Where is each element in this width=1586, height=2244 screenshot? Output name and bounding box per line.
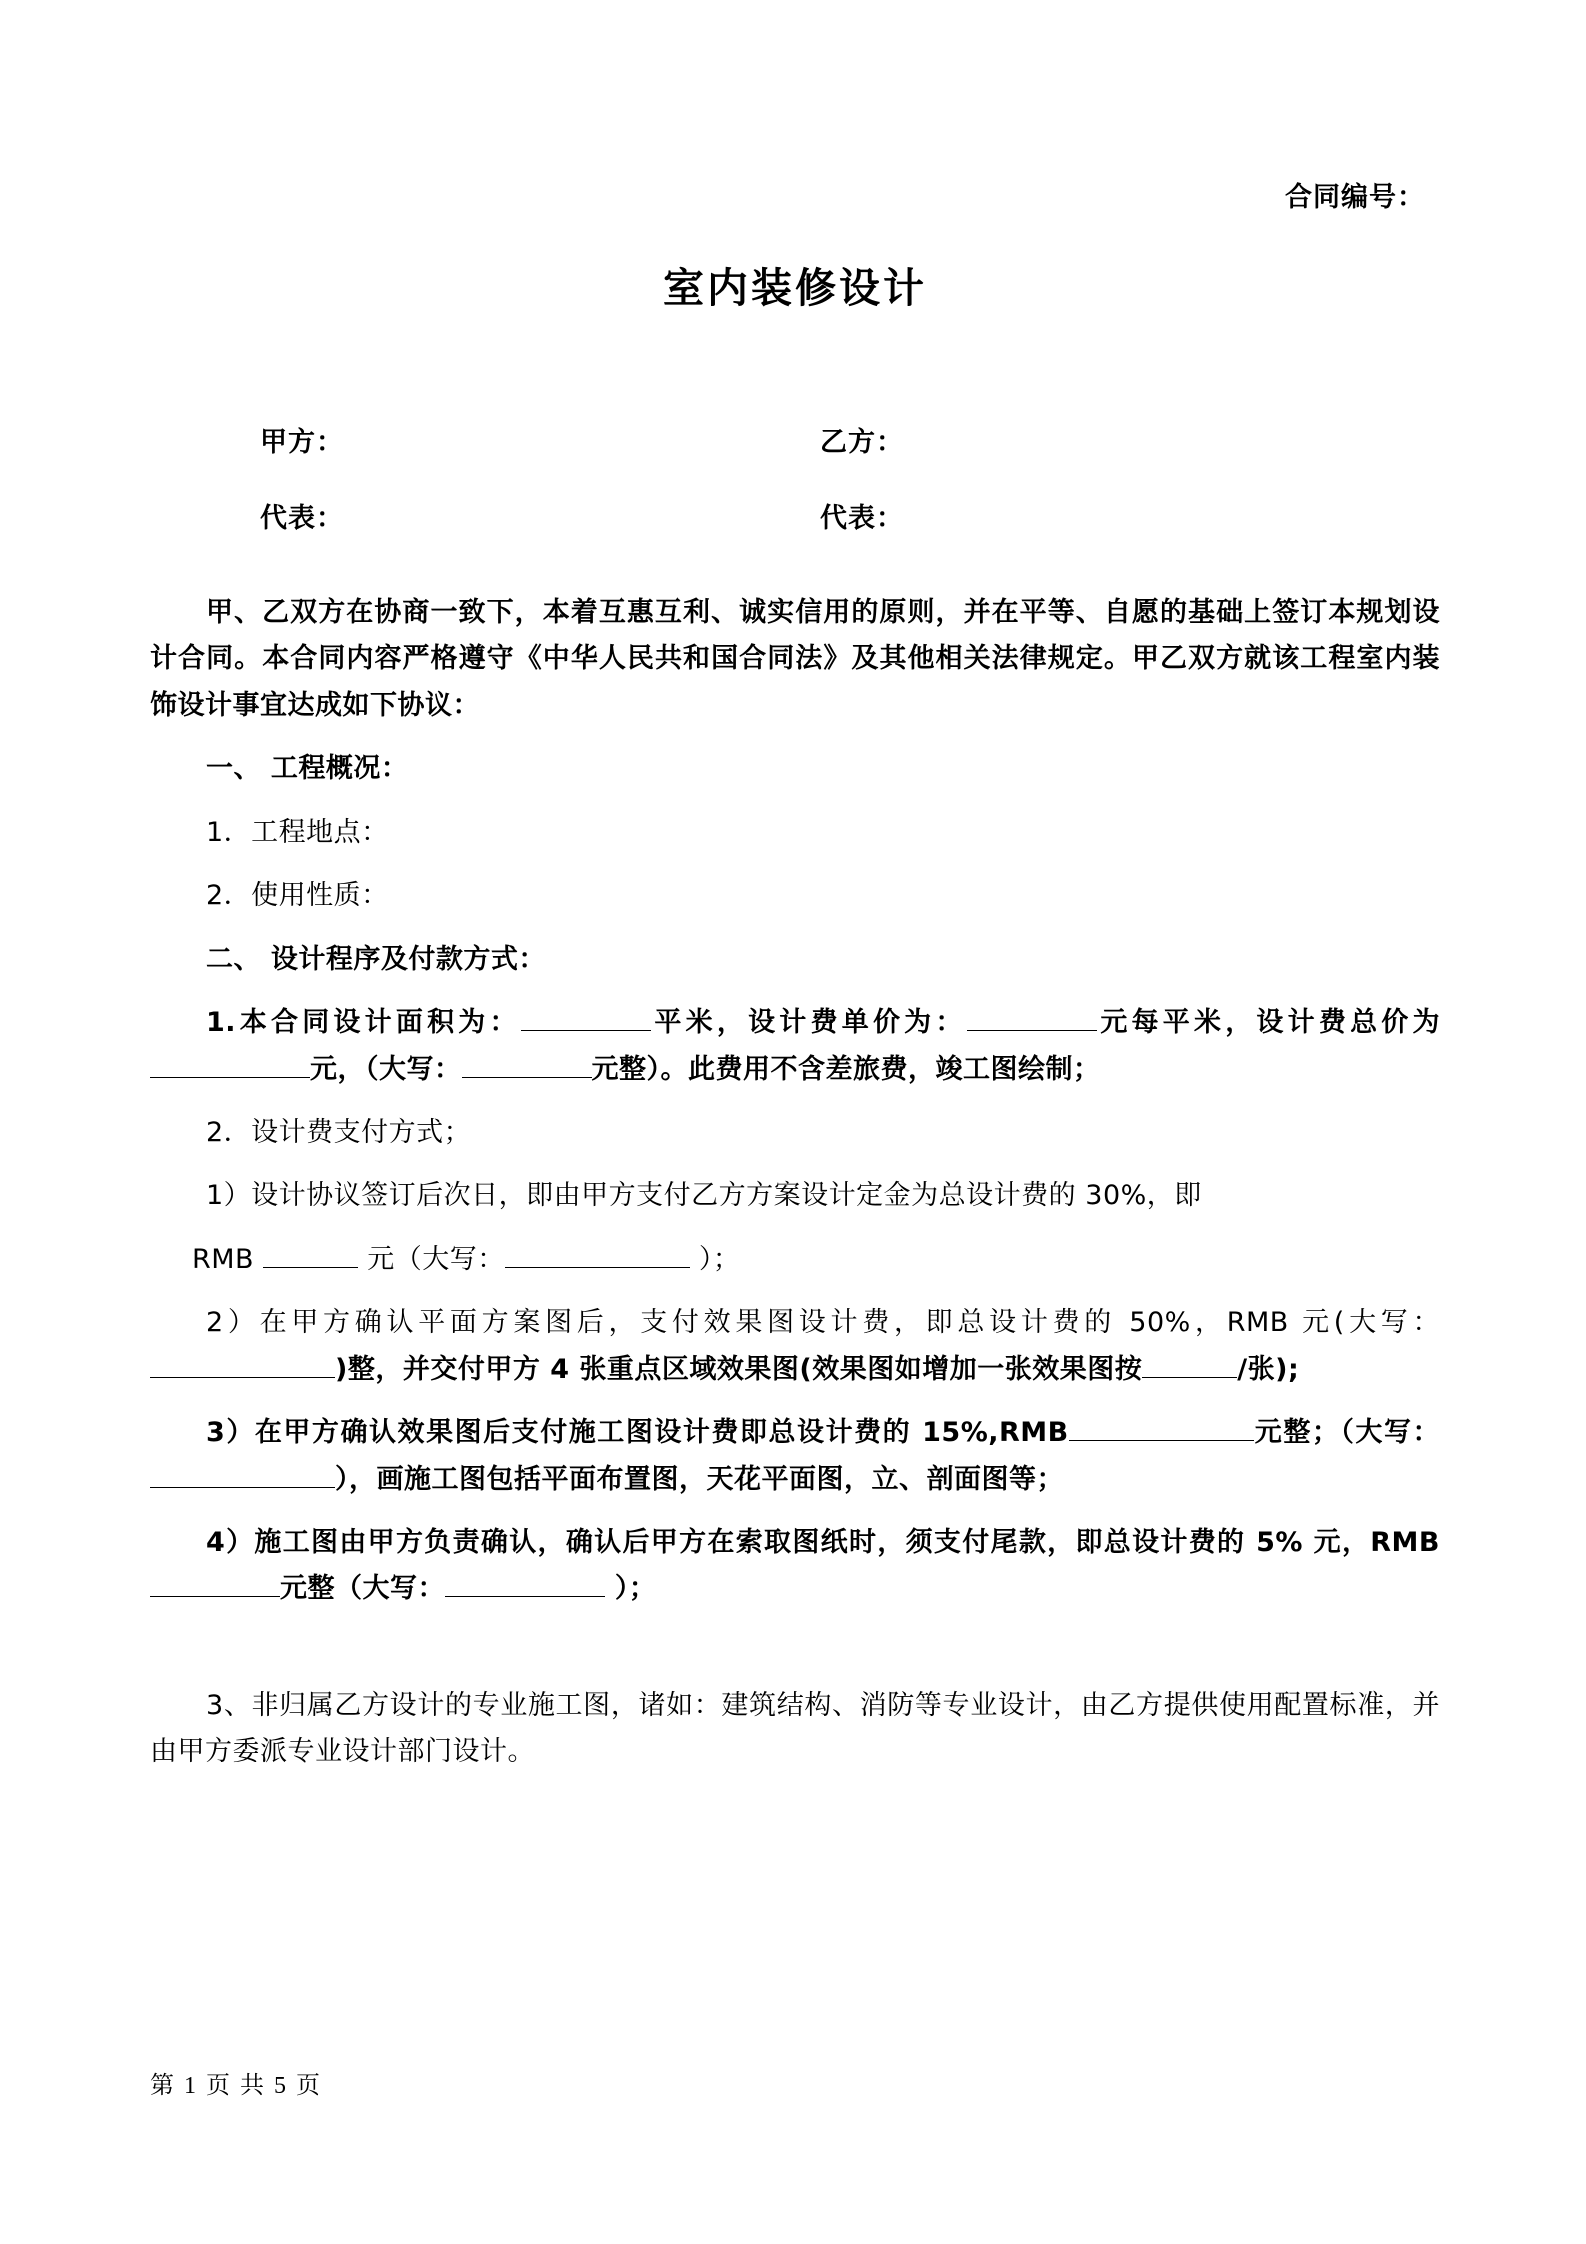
party-row [260,420,1360,459]
clause-2-2-2-part-b: )整，并交付甲方 4 张重点区域效果图(效果图如增加一张效果图按 [335,1353,1143,1385]
rmb-label: RMB [192,1243,255,1275]
clause-2-1 [150,1000,1440,1093]
blank-area [521,1030,651,1031]
section-1-item-1: 1．工程地点： [206,816,389,848]
blank-deposit-amount [263,1267,358,1268]
blank-final-payment-words [445,1596,605,1597]
blank-effect-fee-words [150,1377,335,1378]
clause-2-2-1-amount [150,1237,1440,1283]
blank-extra-effect-price [1142,1377,1237,1378]
clause-2-2-3-part-c: ），画施工图包括平面布置图，天花平面图，立、剖面图等； [335,1463,1064,1495]
clause-2-2-4 [150,1520,1440,1613]
clause-2-2-4-part-c: ）； [614,1573,657,1605]
page-title: 室内装修设计 [663,264,927,312]
party-a-rep-label: 代表： [260,503,344,534]
clause-2-2-1-amount-end: ）； [698,1243,741,1275]
blank-construction-fee-words [150,1487,335,1488]
document-body [150,590,1440,1793]
clause-2-2: 2．设计费支付方式； [206,1116,472,1148]
clause-2-2-1-amount-mid: 元（大写： [367,1243,505,1275]
blank-deposit-words [505,1267,690,1268]
clause-2-2-2 [150,1300,1440,1393]
party-b-label: 乙方： [820,427,904,458]
section-1-heading: 一、 工程概况： [206,753,409,785]
page-footer: 第 1 页 共 5 页 [150,2073,322,2099]
parties-block [260,420,1360,572]
clause-2-1-part-d: 元，（大写： [310,1053,462,1085]
blank-construction-fee [1069,1440,1254,1441]
clause-2-1-part-c: 元每平米，设计费总价为 [1096,1007,1440,1039]
party-row [260,496,1360,535]
clause-2-2-3 [150,1410,1440,1503]
clause-2-1-part-b: 平米，设计费单价为： [650,1007,967,1039]
section-2-heading: 二、 设计程序及付款方式： [206,943,546,975]
clause-2-2-4-part-b: 元整（大写： [280,1573,445,1605]
section-1-item-2: 2．使用性质： [206,880,389,912]
clause-2-2-2-part-a: 2）在甲方确认平面方案图后，支付效果图设计费，即总设计费的 50%，RMB 元(大写： [206,1307,1440,1339]
clause-2-2-3-part-b: 元整；（大写： [1253,1417,1441,1449]
contract-number-label: 合同编号： [1285,182,1425,213]
blank-total-price-words [462,1077,592,1078]
blank-unit-price [967,1030,1097,1031]
blank-total-price [150,1077,310,1078]
clause-2-2-2-part-c: /张); [1237,1353,1300,1385]
clause-2-3: 3、非归属乙方设计的专业施工图，诸如：建筑结构、消防等专业设计，由乙方提供使用配置标准，并由甲方委派专业设计部门设计。 [150,1689,1440,1768]
clause-2-1-part-a: 1.本合同设计面积为： [206,1007,521,1039]
party-a-label: 甲方： [260,427,344,458]
clause-2-1-part-e: 元整）。此费用不含差旅费，竣工图绘制； [591,1053,1101,1085]
preamble-paragraph: 甲、乙双方在协商一致下，本着互惠互利、诚实信用的原则，并在平等、自愿的基础上签订本规划设计合同。本合同内容严格遵守《中华人民共和国合同法》及其他相关法律规定。甲乙双方就该工程室内装饰设计事宜达成如下协议： [150,597,1440,721]
clause-2-2-4-part-a: 4）施工图由甲方负责确认，确认后甲方在索取图纸时，须支付尾款，即总设计费的 5% 元，RMB [206,1527,1440,1558]
blank-final-payment [150,1596,280,1597]
clause-2-2-1: 1）设计协议签订后次日，即由甲方支付乙方方案设计定金为总设计费的 30%，即 [206,1180,1202,1212]
party-b-rep-label: 代表： [820,503,904,534]
clause-2-2-3-part-a: 3）在甲方确认效果图后支付施工图设计费即总设计费的 15%,RMB [206,1417,1069,1449]
